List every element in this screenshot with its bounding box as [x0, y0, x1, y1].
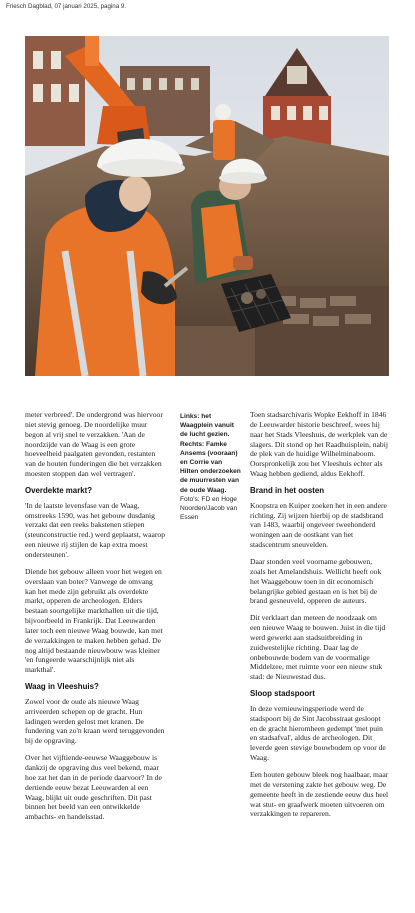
- paragraph: Zowel voor de oude als nieuwe Waag arriveerden schepen op de gracht. Hun ladingen werden gelost met kranen. De fundering van zo'n kraan werd teruggevonden bij de opgraving.: [25, 696, 165, 746]
- paragraph: Een houten gebouw bleek nog haalbaar, maar met de verstening zakte het gebouw weg. De gemeente heeft in de zestiende eeuw dus heel wat stut- en graafwerk moeten uitvoeren om verzakkingen te repareren.: [250, 770, 389, 819]
- paragraph: Koopstra en Kuiper zoeken het in een andere richting. Zij wijzen hierbij op de stadsbrand van 1483, waarbij ongeveer tweehonderd woningen aan de oostkant van het stadscentrum sneuvelden.: [250, 500, 387, 550]
- paragraph: 'In de laatste levensfase van de Waag, omstreeks 1590, was het gebouw dusdanig verzakt dat een reeks bakstenen stiepen (steunconstructie red.) werd geplaatst, waarop een nieuwe rij stijlen de kap extra moest ondersteunen'.: [25, 500, 166, 559]
- paragraph: Diende het gebouw alleen voor het wegen en overslaan van boter? Vanwege de omvang kan het mede zijn gebruikt als overdekte markt, opperen de archeologen. Elders bestaan soortgelijke markthallen uit die tijd, bijvoorbeeld in Frankrijk. Dat Leeuwarden later toch een nieuwe Waag bouwde, kan met de verzakkingen te maken hebben gehad. De nog altijd bestaande nieuwbouw was kleiner 'en fungeerde waarschijnlijk niet als markthal'.: [25, 566, 163, 675]
- section-heading-sloop-stadspoort: Sloop stadspoort: [250, 689, 315, 699]
- section-heading-overdekte-markt: Overdekte markt?: [25, 485, 93, 495]
- article-column-left: [25, 410, 165, 829]
- paragraph: In deze vernieuwingsperiode werd de stadspoort bij de Sint Jacobsstraat gesloopt en de gracht hieromheen gedempt 'met puin en stadsafval', aldus de archeologen. Dit leverde geen stevige bouwbodem op voor de Waag.: [250, 703, 386, 763]
- paragraph: Toen stadsarchivaris Wopke Eekhoff in 1846 de Leeuwarder historie beschreef, wees hij naar het Stads Vleeshuis, de werkplek van de slagers. Dit stond op het Raadhuisplein, nabij de plek van de huidige Wilhelminaboom. Oorspronkelijk zou het Vleeshuis echter als Waag hebben gediend, aldus Eekhoff.: [250, 410, 388, 479]
- caption-text: Links: het Waagplein vanuit de lucht gezien. Rechts: Famke Ansems (vooraan) en Corrie van Hilten onderzoeken de muurresten van de oude Waag.: [180, 413, 241, 494]
- section-heading-waag-in-vleeshuis: Waag in Vleeshuis?: [25, 682, 99, 692]
- excavation-photo: [25, 36, 389, 376]
- page-source-line: Friesch Dagblad, 07 januari 2025, pagina 9.: [6, 3, 127, 10]
- article-column-right: [250, 410, 389, 826]
- paragraph: Daar stonden veel voorname gebouwen, zoals het Amelandshuis. Wellicht heeft ook het Waaggebouw toen in dit economisch belangrijke gebied gestaan en is het bij de brand gesneuveld, opperen de auteurs.: [250, 556, 382, 606]
- paragraph: Over het vijftiende-eeuwse Waaggebouw is dankzij de opgraving dus veel bekend, maar hoe zat het dan in de periode daarvoor? In de dertiende eeuw bezat Leeuwarden al een Waag, blijkt uit oude geschriften. Dit past binnen het beeld van een ontwikkelde ambachts- en handelsstad.: [25, 753, 162, 822]
- caption-photo-credit: Foto's: FD en Hoge Noorden/Jacob van Essen: [180, 495, 238, 522]
- archeologists-photo-illustration: [25, 36, 389, 376]
- paragraph: Dit verklaart dan meteen de noodzaak om een nieuwe Waag te bouwen. Juist in die tijd werd gewerkt aan stadsuitbreiding in zuidwestelijke richting. Daar lag de onbebouwde bodem van de voormalige Middelzee, met ruimte voor een nieuw stuk stad: de Nieuwestad dus.: [250, 613, 386, 682]
- section-heading-brand-in-het-oosten: Brand in het oosten: [250, 485, 325, 495]
- paragraph: meter verbreed'. De ondergrond was hiervoor niet stevig genoeg. De noordelijke muur begon al vrij snel te verzakken. 'Aan de noordzijde van de Waag is een grote hoeveelheid paalgaten gevonden, restanten van de houten funderingen die het verzakken moesten stoppen dan wel vertragen'.: [25, 410, 163, 479]
- photo-caption: [180, 412, 242, 522]
